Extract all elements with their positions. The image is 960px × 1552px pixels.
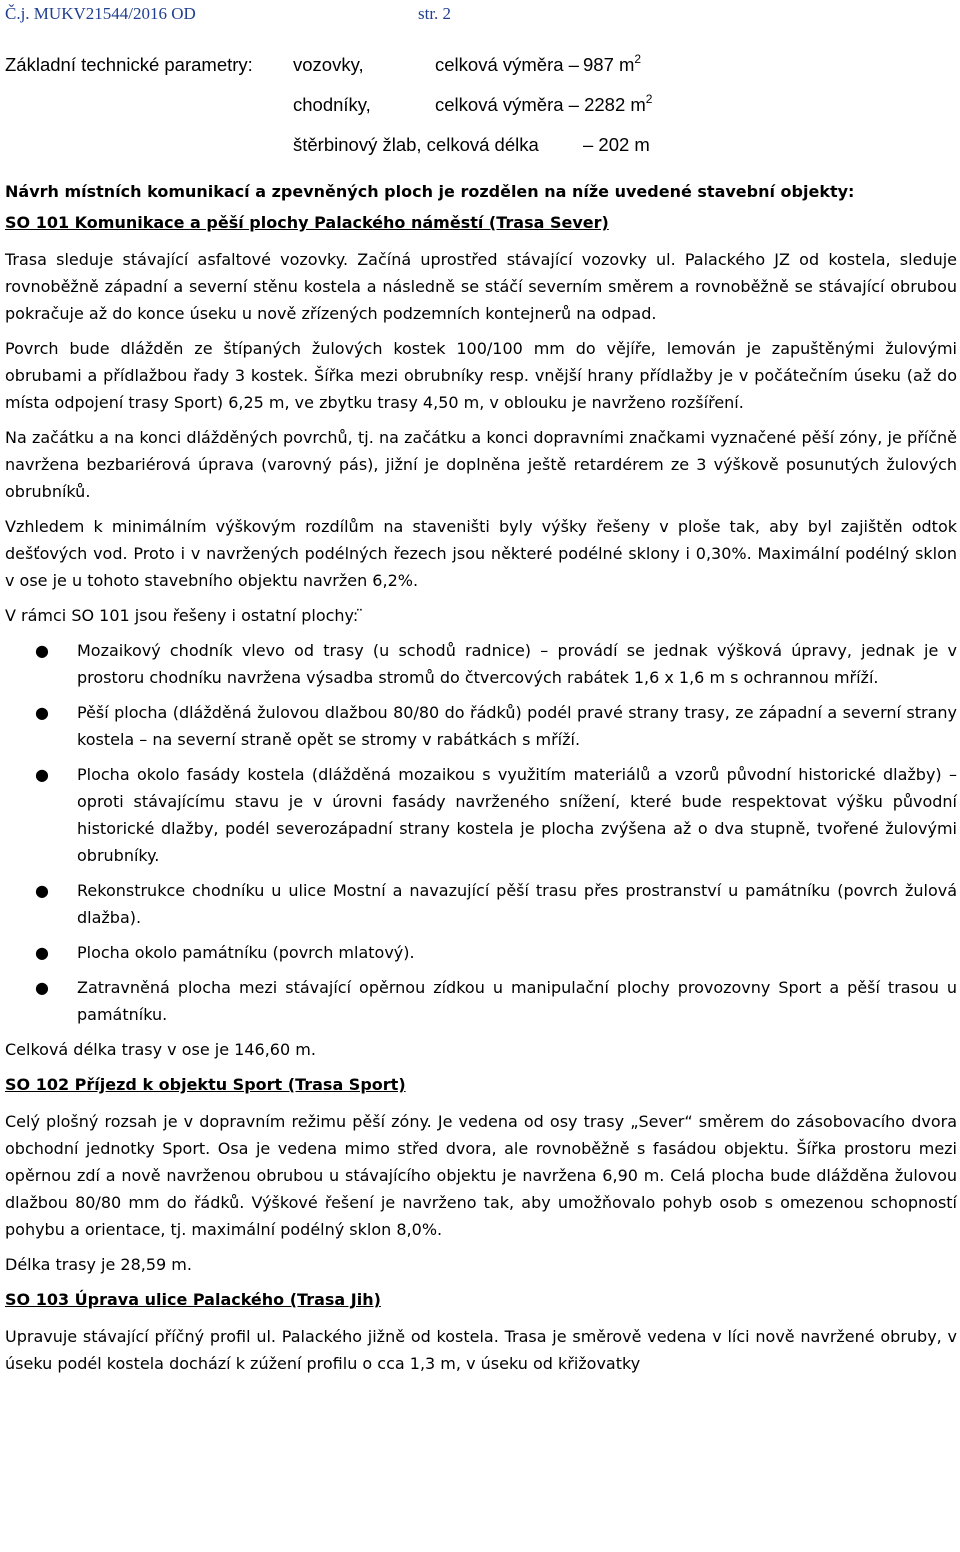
param-item: štěrbinový žlab, celková délka	[293, 134, 539, 155]
paragraph: Trasa sleduje stávající asfaltové vozovky. Začíná uprostřed stávající vozovky ul. Palackého JZ od kostela, sleduje rovnoběžně západní a severní stěnu kostela a následně se stáčí severním směrem a rovnoběžně se stávající obrubou pokračuje až do konce úseku u nově zřízených podzemních kontejnerů na odpad.	[5, 250, 957, 323]
page-header	[5, 4, 957, 24]
other-areas-list	[5, 637, 957, 1028]
list-item: ● Mozaikový chodník vlevo od trasy (u schodů radnice) – provádí se jednak výšková úpravy, jednak je v prostoru chodníku navržena výsadba stromů do čtvercových rabátek 1,6 x 1,6 m s ochrannou mříží.	[5, 637, 957, 691]
paragraph: Upravuje stávající příčný profil ul. Palackého jižně od kostela. Trasa je směrově vedena v líci nově navržené obruby, v úseku podél kostela dochází k zúžení profilu o cca 1,3 m, v úseku od křižovatky	[5, 1327, 957, 1373]
param-row	[5, 134, 957, 174]
list-item: ● Rekonstrukce chodníku u ulice Mostní a navazující pěší trasu přes prostranství u památníku (povrch žulová dlažba).	[5, 877, 957, 931]
document-reference: Č.j. MUKV21544/2016 OD	[5, 4, 196, 23]
paragraph: Celý plošný rozsah je v dopravním režimu pěší zóny. Je vedena od osy trasy „Sever“ směrem do zásobovacího dvora obchodní jednotky Sport. Osa je vedena mimo střed dvora, ale rovnoběžně s fasádou objektu. Šířka prostoru mezi opěrnou zdí a nově navrženou obrubou u stávajícího objektu je navržena 6,90 m. Celá plocha bude dlážděna žulovou dlažbou 80/80 mm do řádků. Výškové řešení je navrženo tak, aby umožňovalo pohyb osob s omezenou schopností pohybu a orientace, tj. maximální podélný sklon 8,0%.	[5, 1112, 957, 1239]
param-measure: celková výměra –	[435, 54, 579, 75]
section-heading-so101: SO 101 Komunikace a pěší plochy Palackého náměstí (Trasa Sever)	[5, 213, 609, 232]
list-item: ● Plocha okolo fasády kostela (dlážděná mozaikou s využitím materiálů a vzorů původní historické dlažby) – oproti stávajícímu stavu je v úrovni fasády navrženého snížení, které bude respektovat výšku původní historické dlažby, podél severozápadní strany kostela je plocha zvýšena až o dva stupně, tvořené žulovými obrubníky.	[5, 761, 957, 869]
objects-intro: Návrh místních komunikací a zpevněných ploch je rozdělen na níže uvedené stavební objekty:	[5, 182, 855, 201]
bullet-icon: ●	[35, 943, 49, 962]
bullet-icon: ●	[35, 978, 49, 997]
list-item: ● Zatravněná plocha mezi stávající opěrnou zídkou u manipulační plochy provozovny Sport a pěší trasou u památníku.	[5, 974, 957, 1028]
route-length: Celková délka trasy v ose je 146,60 m.	[5, 1040, 316, 1059]
paragraph: Vzhledem k minimálním výškovým rozdílům na staveništi byly výšky řešeny v ploše tak, aby byl zajištěn odtok dešťových vod. Proto i v navržených podélných řezech jsou některé podélné sklony i 0,30%. Maximální podélný sklon v ose je u tohoto stavebního objektu navržen 6,2%.	[5, 517, 957, 590]
bullet-icon: ●	[35, 881, 49, 900]
param-measure: celková výměra – 2282 $m^2$	[435, 92, 653, 115]
param-row	[5, 54, 957, 94]
technical-parameters	[5, 54, 957, 174]
paragraph: Povrch bude dlážděn ze štípaných žulových kostek 100/100 mm do vějíře, lemován je zapuštěnými žulovými obrubami a přídlažbou řady 3 kostek. Šířka mezi obrubníky resp. vnější hrany přídlažby je v počátečním úseku (až do místa odpojení trasy Sport) 6,25 m, ve zbytku trasy 4,50 m, v oblouku je navrženo rozšíření.	[5, 339, 957, 412]
param-value: 987 $m^2$	[583, 52, 642, 75]
bullet-icon: ●	[35, 703, 49, 722]
param-item: chodníky,	[293, 94, 371, 115]
route-length: Délka trasy je 28,59 m.	[5, 1255, 192, 1274]
param-item: vozovky,	[293, 54, 364, 75]
params-label: Základní technické parametry:	[5, 54, 253, 75]
paragraph: V rámci SO 101 jsou řešeny i ostatní plochy: ̈	[5, 606, 364, 625]
paragraph: Na začátku a na konci dlážděných povrchů, tj. na začátku a konci dopravními značkami vyznačené pěší zóny, je příčně navržena bezbariérová úprava (varovný pás), jižní je doplněna ještě retardérem ze 3 výškově posunutých žulových obrubníků.	[5, 428, 957, 501]
list-item: ● Pěší plocha (dlážděná žulovou dlažbou 80/80 do řádků) podél pravé strany trasy, ze západní a severní strany kostela – na severní straně opět se stromy v rabátkách s mříží.	[5, 699, 957, 753]
bullet-icon: ●	[35, 765, 49, 784]
param-value: – 202 m	[583, 134, 650, 155]
list-item: ● Plocha okolo památníku (povrch mlatový).	[5, 939, 957, 966]
bullet-icon: ●	[35, 641, 49, 660]
section-heading-so102: SO 102 Příjezd k objektu Sport (Trasa Sport)	[5, 1075, 406, 1094]
section-heading-so103: SO 103 Úprava ulice Palackého (Trasa Jih)	[5, 1290, 381, 1309]
page-number: str. 2	[418, 4, 452, 23]
document-body	[5, 178, 957, 1385]
param-row	[5, 94, 957, 134]
